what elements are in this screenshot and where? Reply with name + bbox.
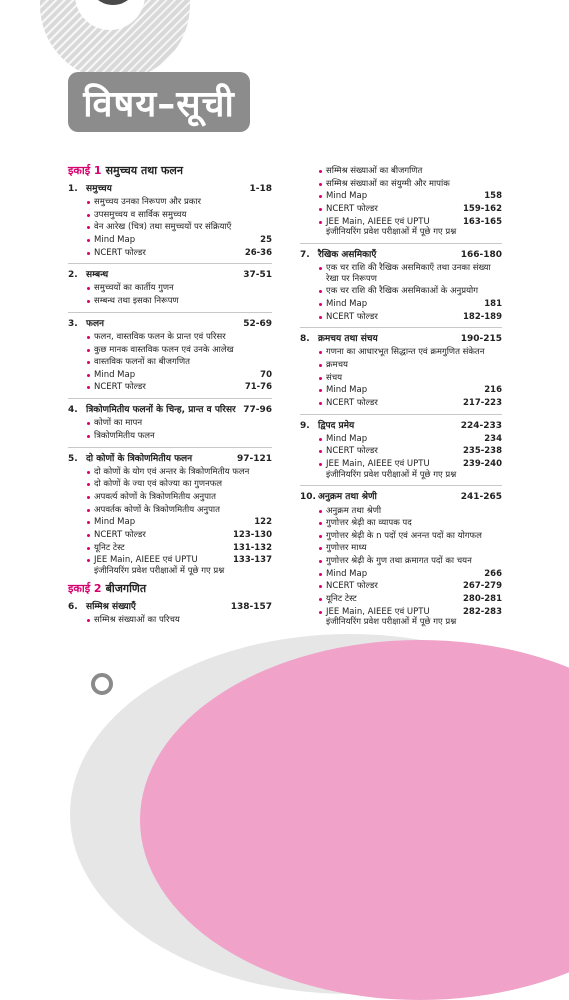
- toc-entry: [300, 569, 502, 580]
- chapter-pages: 138-157: [230, 602, 272, 613]
- divider: [68, 263, 272, 264]
- page-title: विषय–सूची: [68, 72, 250, 132]
- entry-pages: 181: [484, 298, 502, 309]
- entry-pages: 239-240: [462, 459, 502, 469]
- chapter-number: 8.: [300, 334, 310, 345]
- entry-text: समुच्चयों का कार्तीय गुणन: [86, 283, 266, 294]
- toc-entry: [300, 543, 502, 554]
- toc-entry: [68, 222, 272, 233]
- toc-entry: [300, 204, 502, 215]
- entry-text: NCERT फोल्डर: [318, 204, 457, 215]
- entry-text: अनुक्रम तथा श्रेणी: [318, 506, 496, 517]
- toc-entry: [68, 283, 272, 294]
- toc-entry: [68, 418, 272, 429]
- toc-entry: [300, 286, 502, 297]
- divider: [68, 398, 272, 399]
- chapter-pages: 97-121: [236, 453, 272, 464]
- toc-entry: [68, 382, 272, 393]
- entry-text: NCERT फोल्डर: [86, 382, 239, 393]
- chapter-block: [300, 492, 502, 628]
- toc-entry: [300, 217, 502, 238]
- chapter-number: 2.: [68, 270, 78, 281]
- chapter-pages: 224-233: [460, 420, 502, 431]
- toc-entry: [300, 299, 502, 310]
- divider: [68, 312, 272, 313]
- entry-pages: 282-283: [462, 606, 502, 617]
- toc-entry: [68, 479, 272, 490]
- chapter-title-row: [68, 270, 272, 281]
- toc-entry: [68, 332, 272, 343]
- divider: [300, 485, 502, 486]
- entry-text: सम्बन्ध तथा इसका निरूपण: [86, 296, 266, 307]
- entry-pages: 216: [484, 385, 502, 396]
- toc-entry: [300, 347, 502, 358]
- chapter-title: सम्बन्ध: [86, 270, 109, 281]
- chapter-title-row: [68, 454, 272, 465]
- entry-pages: 267-279: [462, 581, 502, 592]
- entry-text: वास्तविक फलनों का बीजगणित: [86, 357, 266, 368]
- chapter-title: दो कोणों के त्रिकोणमितीय फलन: [86, 453, 193, 464]
- entry-pages: [266, 492, 272, 503]
- entry-pages: [266, 357, 272, 368]
- chapter-number: 10.: [300, 492, 316, 503]
- entry-text: NCERT फोल्डर: [318, 312, 457, 323]
- chapter-title-row: [300, 250, 502, 261]
- entry-text: JEE Main, AIEEE एवं UPTU इंजीनियरिंग प्रवेश परीक्षाओं में पूछे गए प्रश्न: [86, 555, 227, 576]
- divider: [68, 447, 272, 448]
- entry-pages: 163-165: [462, 216, 502, 227]
- divider: [300, 327, 502, 328]
- entry-text: यूनिट टेस्ट: [318, 594, 457, 605]
- entry-text: JEE Main, AIEEE एवं UPTU इंजीनियरिंग प्रवेश परीक्षाओं में पूछे गए प्रश्न: [318, 607, 457, 628]
- entry-pages: [496, 506, 502, 517]
- entry-pages: [266, 345, 272, 356]
- entry-pages: [496, 531, 502, 542]
- entry-text: गुणोत्तर श्रेढ़ी के गुण तथा क्रमागत पदों का चयन: [318, 556, 496, 567]
- toc-right-column: [300, 164, 502, 634]
- entry-text: उपसमुच्चय व सार्विक समुच्चय: [86, 210, 266, 221]
- entry-pages: 159-162: [462, 203, 502, 214]
- entry-text: कुछ मानक वास्तविक फलन एवं उनके आलेख: [86, 345, 266, 356]
- entry-pages: [266, 431, 272, 442]
- toc-entry: [68, 530, 272, 541]
- entry-pages: 26-36: [244, 247, 272, 258]
- chapter-number: 3.: [68, 318, 78, 329]
- chapter-number: 5.: [68, 453, 78, 464]
- entry-text: फलन, वास्तविक फलन के प्रान्त एवं परिसर: [86, 332, 266, 343]
- toc-entry: [300, 607, 502, 628]
- toc-entry: [68, 357, 272, 368]
- entry-pages: 25: [260, 234, 272, 245]
- entry-pages: [266, 479, 272, 490]
- ring-icon: [91, 673, 113, 695]
- entry-pages: [266, 615, 272, 626]
- entry-text: अपवर्त्य कोणों के त्रिकोणमितीय अनुपात: [86, 492, 266, 503]
- chapter-title-row: [300, 421, 502, 432]
- toc-entry: [68, 210, 272, 221]
- toc-entry: [68, 248, 272, 259]
- entry-text: अपवर्तक कोणों के त्रिकोणमितीय अनुपात: [86, 505, 266, 516]
- toc-entry: [300, 531, 502, 542]
- entry-text: Mind Map: [86, 235, 254, 246]
- toc-entry: [300, 263, 502, 284]
- unit-heading: [68, 164, 272, 178]
- toc-entry: [68, 505, 272, 516]
- entry-text: NCERT फोल्डर: [86, 248, 239, 259]
- entry-pages: 122: [254, 517, 272, 528]
- toc-entry: [300, 459, 502, 480]
- chapter-title: द्विपद प्रमेय: [318, 420, 355, 431]
- unit-number: इकाई 2: [68, 582, 102, 596]
- chapter-number: 1.: [68, 183, 78, 194]
- entry-text: एक चर राशि की रैखिक असमिकाएँ तथा उनका संख्या रेखा पर निरूपण: [318, 263, 496, 284]
- toc-entry: [300, 518, 502, 529]
- toc-entry: [68, 197, 272, 208]
- entry-pages: 71-76: [244, 382, 272, 393]
- chapter-title-row: [68, 319, 272, 330]
- chapter-title-row: [68, 602, 272, 613]
- entry-text: गणना का आधारभूत सिद्धान्त एवं क्रमगुणित संकेतन: [318, 347, 496, 358]
- chapter-continuation: [300, 166, 502, 244]
- toc-entry: [300, 360, 502, 371]
- chapter-pages: 190-215: [460, 334, 502, 345]
- entry-text: NCERT फोल्डर: [318, 398, 457, 409]
- entry-text: गुणोत्तर श्रेढ़ी का व्यापक पद: [318, 518, 496, 529]
- toc-entry: [68, 431, 272, 442]
- entry-text: Mind Map: [86, 517, 248, 528]
- entry-text: JEE Main, AIEEE एवं UPTU इंजीनियरिंग प्रवेश परीक्षाओं में पूछे गए प्रश्न: [318, 217, 457, 238]
- chapter-block: [68, 405, 272, 448]
- entry-text: क्रमचय: [318, 360, 496, 371]
- chapter-title: रैखिक असमिकाएँ: [318, 249, 377, 260]
- chapter-title-row: [300, 492, 502, 503]
- toc-entry: [68, 555, 272, 576]
- unit-name: समुच्चय तथा फलन: [105, 164, 183, 177]
- entry-text: वेन आरेख (चित्र) तथा समुच्चयों पर संक्रियाएँ: [86, 222, 266, 233]
- entry-text: Mind Map: [318, 434, 478, 445]
- chapter-title: क्रमचय तथा संचय: [318, 334, 378, 345]
- entry-text: सम्मिश्र संख्याओं का परिचय: [86, 615, 266, 626]
- chapter-title-row: [68, 184, 272, 195]
- entry-pages: [266, 296, 272, 307]
- entry-pages: 133-137: [232, 555, 272, 566]
- entry-text: NCERT फोल्डर: [318, 581, 457, 592]
- entry-text: गुणोत्तर श्रेढ़ी के n पदों एवं अनन्त पदों का योगफल: [318, 531, 496, 542]
- toc-entry: [300, 312, 502, 323]
- entry-text: NCERT फोल्डर: [86, 530, 227, 541]
- toc-entry: [68, 370, 272, 381]
- chapter-pages: 241-265: [460, 492, 502, 503]
- chapter-block: [68, 602, 272, 626]
- entry-pages: 123-130: [232, 529, 272, 540]
- entry-pages: [496, 543, 502, 554]
- chapter-number: 7.: [300, 249, 310, 260]
- entry-pages: 280-281: [462, 593, 502, 604]
- chapter-pages: 52-69: [243, 318, 272, 329]
- chapter-title: फलन: [86, 318, 105, 329]
- toc-entry: [300, 191, 502, 202]
- chapter-pages: 166-180: [460, 249, 502, 260]
- entry-text: गुणोत्तर माध्य: [318, 543, 496, 554]
- unit-name: बीजगणित: [105, 582, 147, 596]
- entry-text: दो कोणों के ज्या एवं कोज्या का गुणनफल: [86, 479, 266, 490]
- entry-pages: [496, 556, 502, 567]
- toc-entry: [300, 398, 502, 409]
- divider: [300, 414, 502, 415]
- chapter-block: [300, 421, 502, 487]
- chapter-block: [68, 454, 272, 577]
- entry-pages: [266, 332, 272, 343]
- entry-text: NCERT फोल्डर: [318, 446, 457, 457]
- chapter-title-row: [300, 334, 502, 345]
- entry-pages: [496, 347, 502, 358]
- entry-pages: [496, 373, 502, 384]
- entry-text: यूनिट टेस्ट: [86, 543, 227, 554]
- toc-entry: [300, 166, 502, 177]
- toc-entry: [300, 373, 502, 384]
- entry-pages: 70: [260, 369, 272, 380]
- chapter-title: सम्मिश्र संख्याएँ: [86, 602, 136, 613]
- toc-entry: [300, 556, 502, 567]
- entry-text: एक चर राशि की रैखिक असमिकाओं के अनुप्रयोग: [318, 286, 496, 297]
- chapter-number: 9.: [300, 420, 310, 431]
- toc-entry: [68, 615, 272, 626]
- entry-pages: [266, 283, 272, 294]
- toc-entry: [300, 506, 502, 517]
- toc-entry: [68, 492, 272, 503]
- entry-text: समुच्चय उनका निरूपण और प्रकार: [86, 197, 266, 208]
- entry-pages: [496, 179, 502, 190]
- entry-pages: 235-238: [462, 446, 502, 457]
- unit-number: इकाई 1: [68, 164, 102, 177]
- toc-entry: [68, 467, 272, 478]
- entry-pages: 158: [484, 191, 502, 202]
- unit-heading: [68, 582, 272, 596]
- chapter-number: 4.: [68, 405, 78, 415]
- entry-pages: [496, 360, 502, 371]
- chapter-block: [68, 270, 272, 313]
- entry-text: Mind Map: [318, 569, 478, 580]
- toc-entry: [68, 543, 272, 554]
- entry-pages: [496, 166, 502, 177]
- entry-pages: 266: [484, 568, 502, 579]
- chapter-block: [300, 250, 502, 328]
- chapter-pages: 1-18: [249, 183, 272, 194]
- entry-pages: [496, 518, 502, 529]
- toc-entry: [300, 434, 502, 445]
- entry-text: Mind Map: [318, 299, 478, 310]
- entry-pages: [266, 418, 272, 429]
- chapter-title: अनुक्रम तथा श्रेणी: [318, 492, 377, 503]
- entry-pages: [496, 263, 502, 284]
- toc-entry: [300, 581, 502, 592]
- entry-text: सम्मिश्र संख्याओं का बीजगणित: [318, 166, 496, 177]
- entry-pages: 131-132: [232, 542, 272, 553]
- toc-entry: [68, 517, 272, 528]
- toc-entry: [300, 179, 502, 190]
- entry-pages: 217-223: [462, 397, 502, 408]
- chapter-title: त्रिकोणमितीय फलनों के चिन्ह, प्रान्त व परिसर: [86, 405, 236, 415]
- entry-pages: [496, 286, 502, 297]
- chapter-title: समुच्चय: [86, 183, 112, 194]
- toc-entry: [300, 385, 502, 396]
- toc-entry: [300, 594, 502, 605]
- entry-text: दो कोणों के योग एवं अन्तर के त्रिकोणमितीय फलन: [86, 467, 266, 478]
- entry-pages: [266, 210, 272, 221]
- entry-text: Mind Map: [318, 191, 478, 202]
- chapter-block: [68, 319, 272, 399]
- chapter-title-row: [68, 405, 272, 416]
- entry-text: Mind Map: [318, 385, 478, 396]
- toc-left-column: [68, 164, 272, 632]
- toc-entry: [68, 296, 272, 307]
- entry-text: सम्मिश्र संख्याओं का संयुग्मी और मापांक: [318, 179, 496, 190]
- entry-text: त्रिकोणमितीय फलन: [86, 431, 266, 442]
- entry-text: Mind Map: [86, 370, 254, 381]
- toc-entry: [68, 235, 272, 246]
- chapter-block: [300, 334, 502, 414]
- entry-pages: [266, 222, 272, 233]
- chapter-pages: 37-51: [243, 270, 272, 281]
- entry-pages: 182-189: [462, 311, 502, 322]
- chapter-number: 6.: [68, 602, 78, 613]
- toc-entry: [68, 345, 272, 356]
- entry-text: JEE Main, AIEEE एवं UPTU इंजीनियरिंग प्रवेश परीक्षाओं में पूछे गए प्रश्न: [318, 459, 457, 480]
- toc-entry: [300, 446, 502, 457]
- chapter-block: [68, 184, 272, 264]
- entry-pages: [266, 505, 272, 516]
- entry-pages: [266, 467, 272, 478]
- entry-pages: [266, 197, 272, 208]
- chapter-pages: 77-96: [243, 405, 272, 415]
- entry-text: कोणों का मापन: [86, 418, 266, 429]
- entry-pages: 234: [484, 433, 502, 444]
- entry-text: संचय: [318, 373, 496, 384]
- divider: [300, 243, 502, 244]
